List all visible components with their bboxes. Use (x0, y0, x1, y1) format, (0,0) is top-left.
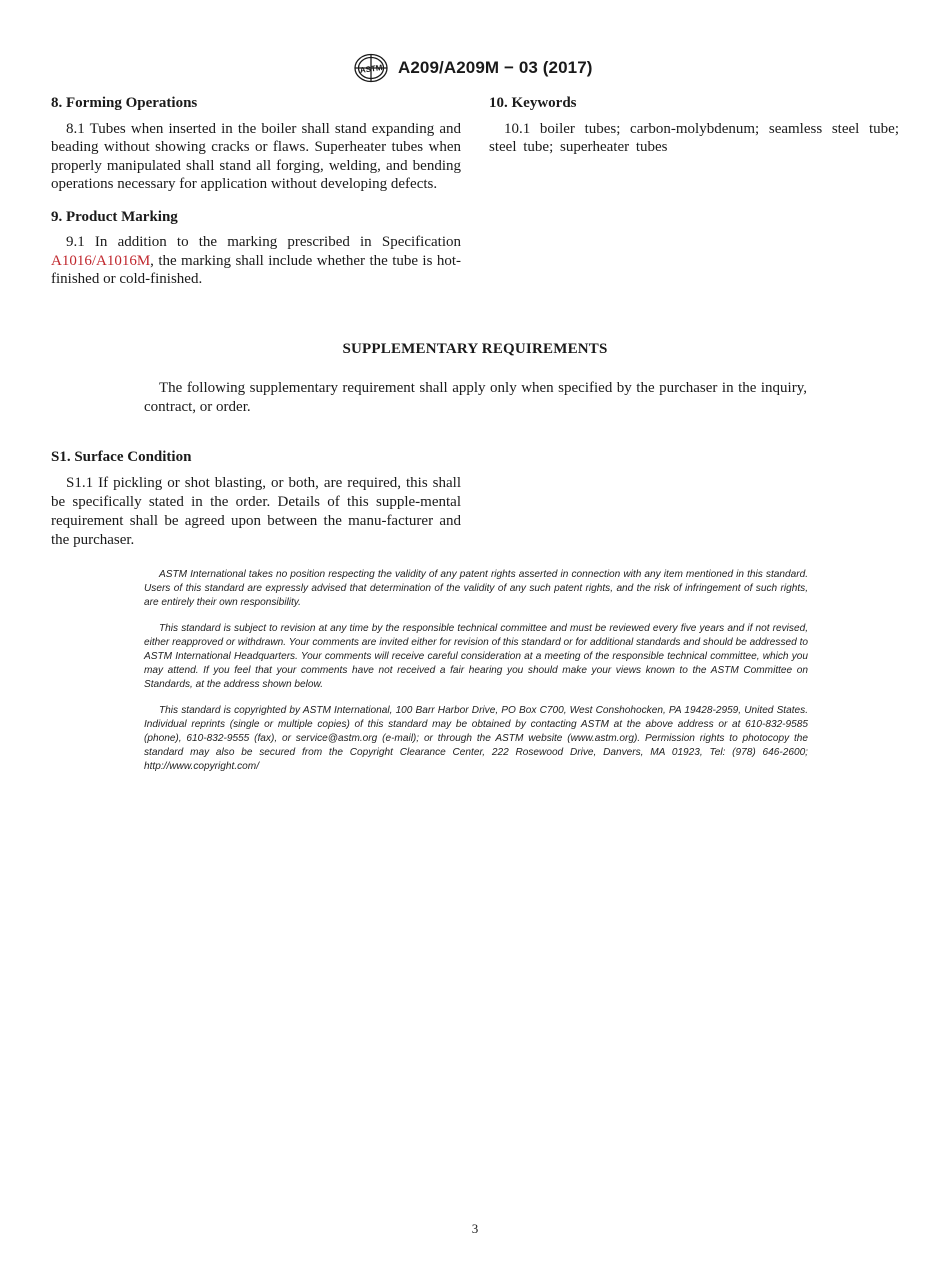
paragraph-9-1 (51, 233, 461, 289)
astm-logo-icon (352, 52, 390, 84)
paragraph-8-1: 8.1 Tubes when inserted in the boiler shall stand expanding and beading without showing cracks or flaws. Superheater tubes when properly manipulated shall stand all forging, welding, and bending operations necessary for application without developing defects. (51, 120, 461, 192)
section-heading-keywords: 10. Keywords (489, 95, 577, 111)
revision-notice: This standard is subject to revision at any time by the responsible technical committee and must be reviewed every five years and if not revised, either reapproved or withdrawn. Your comments are invited either for revision of this standard or for additional standards and should be addressed to ASTM International Headquarters. Your comments will receive careful consideration at a meeting of the responsible technical committee, which you may attend. If you feel that your comments have not received a fair hearing you should make your views known to the ASTM Committee on Standards, at the address shown below. (144, 623, 808, 690)
right-column (489, 94, 899, 157)
paragraph-9-1-lead: 9.1 In addition to the marking prescribed in Specification (66, 234, 461, 250)
legal-notices (144, 568, 808, 786)
page-number: 3 (471, 1221, 479, 1236)
patent-notice: ASTM International takes no position respecting the validity of any patent rights asserted in connection with any item mentioned in this standard. Users of this standard are expressly advised that determination of the validity of any such patent rights, and the risk of infringement of such rights, are entirely their own responsibility. (144, 569, 808, 608)
section-heading-forming: 8. Forming Operations (51, 95, 198, 111)
logo-letters: ASTM (359, 62, 383, 76)
page-header (0, 52, 950, 86)
paragraph-10-1: 10.1 boiler tubes; carbon-molybdenum; seamless steel tube; steel tube; superheater tubes (489, 120, 899, 155)
left-column (51, 94, 461, 289)
supplementary-s1 (51, 448, 461, 550)
section-heading-s1: S1. Surface Condition (51, 449, 192, 465)
paragraph-9-1-tail: , the marking shall include whether the tube is hot-finished or cold-finished. (51, 252, 461, 287)
supplementary-intro: The following supplementary requirement shall apply only when specified by the purchaser in the inquiry, contract, or order. (144, 380, 807, 415)
paragraph-s1-1: S1.1 If pickling or shot blasting, or both, are required, this shall be specifically stated in the order. Details of this supple-mental requirement shall be agreed upon between the manu-facturer and the purchaser. (51, 475, 461, 548)
spec-link-a1016[interactable]: A1016/A1016M (51, 252, 151, 269)
document-designation: A209/A209M − 03 (2017) (398, 58, 593, 77)
section-heading-marking: 9. Product Marking (51, 208, 178, 225)
copyright-notice: This standard is copyrighted by ASTM International, 100 Barr Harbor Drive, PO Box C700, West Conshohocken, PA 19428-2959, United States. Individual reprints (single or multiple copies) of this standard may be obtained by contacting ASTM at the above address or at 610-832-9585 (phone), 610-832-9555 (fax), or service@astm.org (e-mail); or through the ASTM website (www.astm.org). Permission rights to photocopy the standard may also be secured from the Copyright Clearance Center, 222 Rosewood Drive, Danvers, MA 01923, Tel: (978) 646-2600; http://www.copyright.com/ (144, 705, 808, 772)
supplementary-title: SUPPLEMENTARY REQUIREMENTS (342, 341, 608, 357)
